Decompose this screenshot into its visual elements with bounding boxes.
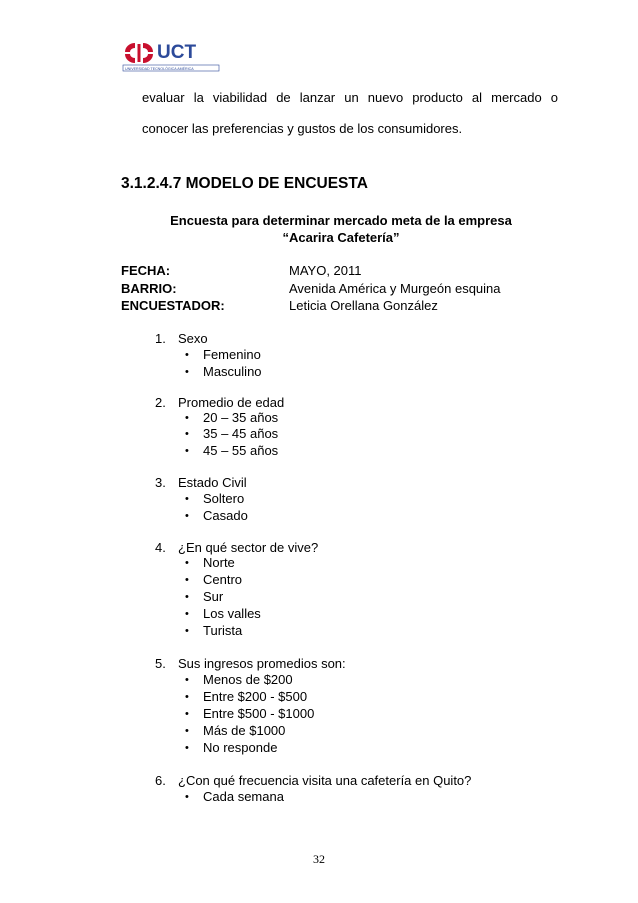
intro-line-1: evaluar la viabilidad de lanzar un nuevo producto al mercado o: [142, 90, 558, 105]
bullet-icon: •: [185, 510, 189, 522]
question-number: 2.: [155, 395, 166, 410]
question-text: Promedio de edad: [178, 395, 285, 410]
bullet-icon: •: [185, 445, 189, 457]
bullet-icon: •: [185, 591, 189, 603]
option-item: Femenino: [203, 347, 261, 362]
option-item: 35 – 45 años: [203, 426, 279, 441]
question-number: 4.: [155, 540, 166, 555]
bullet-icon: •: [185, 366, 189, 378]
option-item: Sur: [203, 589, 224, 604]
question-text: Sexo: [178, 331, 208, 346]
bullet-icon: •: [185, 608, 189, 620]
option-item: Los valles: [203, 606, 261, 621]
bullet-icon: •: [185, 428, 189, 440]
field-value-encuestador: Leticia Orellana González: [289, 298, 438, 313]
bullet-icon: •: [185, 574, 189, 586]
option-item: Más de $1000: [203, 723, 286, 738]
uct-logo: [121, 38, 221, 74]
survey-subtitle-line-1: Encuesta para determinar mercado meta de la empresa: [170, 213, 512, 228]
bullet-icon: •: [185, 557, 189, 569]
logo-emblem-icon: [125, 43, 153, 63]
bullet-icon: •: [185, 791, 189, 803]
field-value-fecha: MAYO, 2011: [289, 263, 362, 278]
section-heading: 3.1.2.4.7 MODELO DE ENCUESTA: [121, 175, 368, 192]
field-label-barrio: BARRIO:: [121, 281, 177, 296]
bullet-icon: •: [185, 708, 189, 720]
option-item: Turista: [203, 623, 243, 638]
bullet-icon: •: [185, 742, 189, 754]
bullet-icon: •: [185, 691, 189, 703]
intro-line-2: conocer las preferencias y gustos de los consumidores.: [142, 121, 463, 136]
question-number: 5.: [155, 656, 166, 671]
option-item: Norte: [203, 555, 235, 570]
question-number: 6.: [155, 773, 166, 788]
field-label-encuestador: ENCUESTADOR:: [121, 298, 225, 313]
question-text: Estado Civil: [178, 475, 247, 490]
bullet-icon: •: [185, 625, 189, 637]
option-item: Masculino: [203, 364, 262, 379]
option-item: Entre $500 - $1000: [203, 706, 315, 721]
option-item: No responde: [203, 740, 278, 755]
bullet-icon: •: [185, 412, 189, 424]
field-value-barrio: Avenida América y Murgeón esquina: [289, 281, 501, 296]
bullet-icon: •: [185, 493, 189, 505]
question-text: ¿En qué sector de vive?: [178, 540, 319, 555]
option-item: 45 – 55 años: [203, 443, 279, 458]
option-item: Centro: [203, 572, 243, 587]
field-label-fecha: FECHA:: [121, 263, 171, 278]
option-item: Menos de $200: [203, 672, 293, 687]
bullet-icon: •: [185, 725, 189, 737]
question-number: 3.: [155, 475, 166, 490]
page-number: 32: [313, 852, 325, 866]
bullet-icon: •: [185, 349, 189, 361]
option-item: Casado: [203, 508, 248, 523]
option-item: Soltero: [203, 491, 245, 506]
option-item: Cada semana: [203, 789, 284, 804]
survey-subtitle-line-2: “Acarira Cafetería”: [282, 230, 400, 245]
option-item: 20 – 35 años: [203, 410, 279, 425]
logo-text: UCT: [157, 42, 197, 63]
question-text: ¿Con qué frecuencia visita una cafetería en Quito?: [178, 773, 472, 788]
logo-subtext: UNIVERSIDAD TECNOLÓGICA AMÉRICA: [125, 67, 194, 71]
option-item: Entre $200 - $500: [203, 689, 308, 704]
bullet-icon: •: [185, 674, 189, 686]
question-text: Sus ingresos promedios son:: [178, 656, 346, 671]
question-number: 1.: [155, 331, 166, 346]
